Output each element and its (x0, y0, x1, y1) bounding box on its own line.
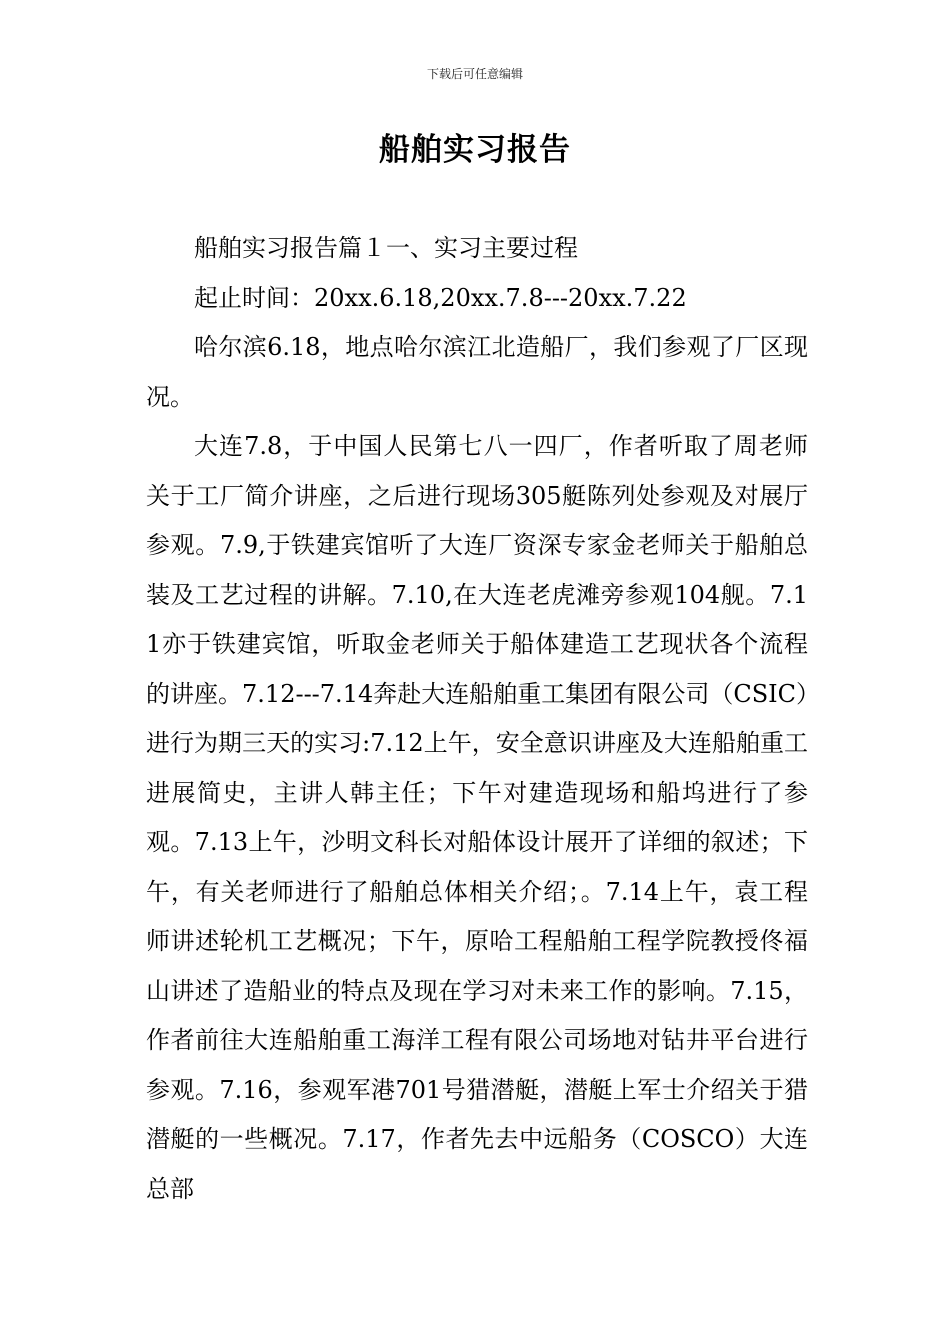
paragraph-intro: 船舶实习报告篇１一、实习主要过程 (194, 234, 578, 262)
document-title: 船舶实习报告 (379, 132, 571, 168)
document-body (146, 224, 808, 1214)
paragraph-harbin: 哈尔滨6.18，地点哈尔滨江北造船厂，我们参观了厂区现况。 (146, 333, 808, 411)
paragraph-period: 起止时间：20xx.6.18,20xx.7.8---20xx.7.22 (194, 283, 687, 312)
paragraph-dalian: 大连7.8，于中国人民第七八一四厂，作者听取了周老师关于工厂简介讲座，之后进行现场305艇陈列处参观及对展厅参观。7.9,于铁建宾馆听了大连厂资深专家金老师关于船舶总装及工艺过程的讲解。7.10,在大连老虎滩旁参观104舰。7.11亦于铁建宾馆，听取金老师关于船体建造工艺现状各个流程的讲座。7.12---7.14奔赴大连船舶重工集团有限公司（CSIC）进行为期三天的实习:7.12上午，安全意识讲座及大连船舶重工进展简史，主讲人韩主任；下午对建造现场和船坞进行了参观。7.13上午，沙明文科长对船体设计展开了详细的叙述；下午，有关老师进行了船舶总体相关介绍；。7.14上午，袁工程师讲述轮机工艺概况；下午，原哈工程船舶工程学院教授佟福山讲述了造船业的特点及现在学习对未来工作的影响。7.15，作者前往大连船舶重工海洋工程有限公司场地对钻井平台进行参观。7.16，参观军港701号猎潜艇，潜艇上军士介绍关于猎潜艇的一些概况。7.17，作者先去中远船务（COSCO）大连总部 (146, 432, 808, 1203)
header-note: 下载后可任意编辑 (426, 67, 523, 81)
